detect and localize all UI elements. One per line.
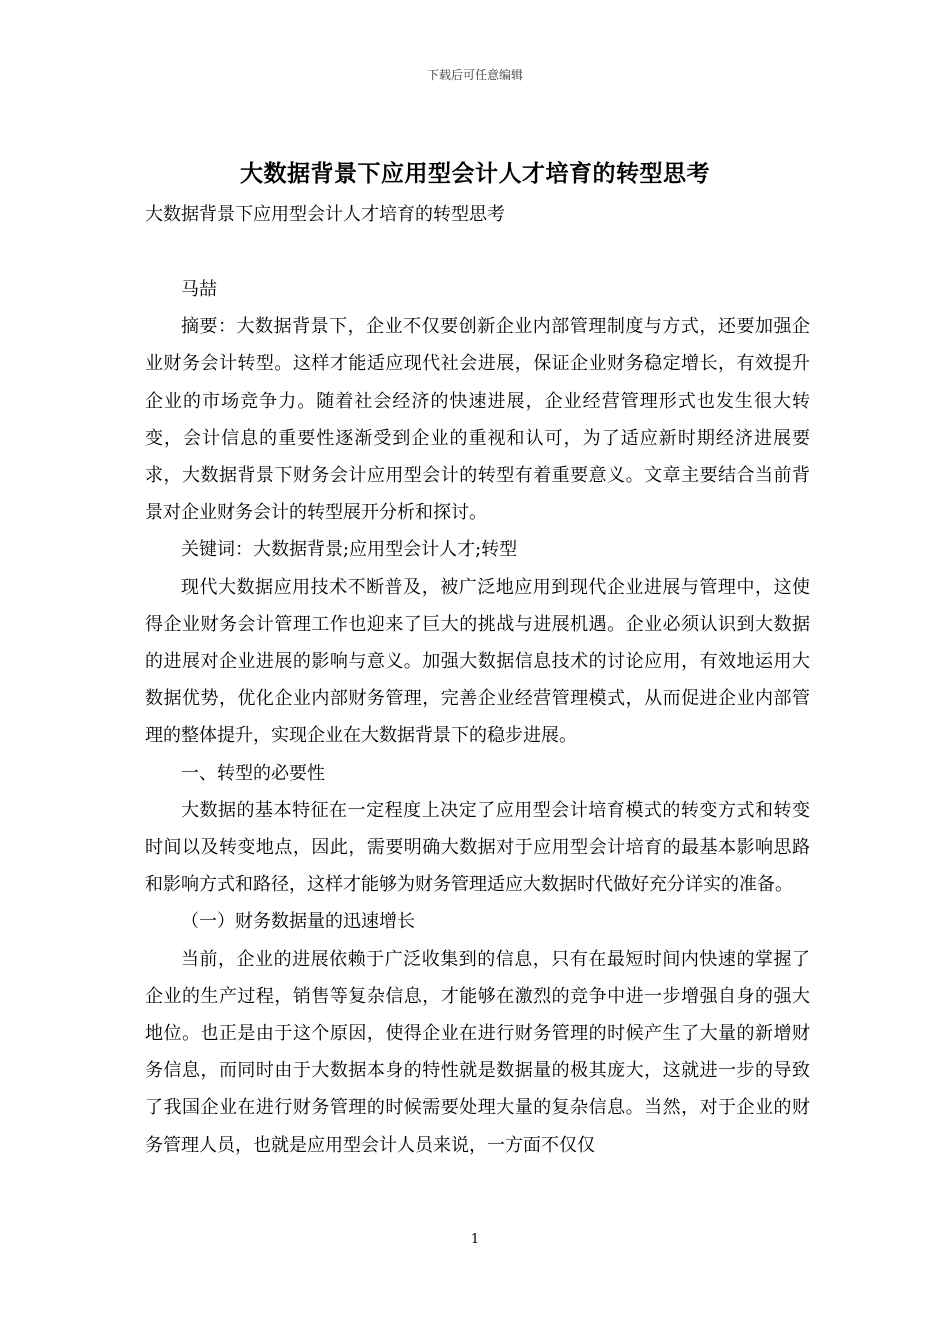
abstract-paragraph: 摘要：大数据背景下，企业不仅要创新企业内部管理制度与方式，还要加强企业财务会计转型。这样才能适应现代社会进展，保证企业财务稳定增长，有效提升企业的市场竞争力。随着社会经济的快速进展，企业经营管理形式也发生很大转变，会计信息的重要性逐渐受到企业的重视和认可，为了适应新时期经济进展要求，大数据背景下财务会计应用型会计的转型有着重要意义。文章主要结合当前背景对企业财务会计的转型展开分析和探讨。 [145, 316, 810, 524]
header-note: 下载后可任意编辑 [426, 68, 523, 82]
body-paragraph: 当前，企业的进展依赖于广泛收集到的信息，只有在最短时间内快速的掌握了企业的生产过程，销售等复杂信息，才能够在激烈的竞争中进一步增强自身的强大地位。也正是由于这个原因，使得企业在进行财务管理的时候产生了大量的新增财务信息，而同时由于大数据本身的特性就是数据量的极其庞大，这就进一步的导致了我国企业在进行财务管理的时候需要处理大量的复杂信息。当然，对于企业的财务管理人员，也就是应用型会计人员来说，一方面不仅仅 [145, 948, 810, 1156]
author-line: 马喆 [181, 279, 217, 300]
document-body [145, 271, 810, 1164]
section-heading: 一、转型的必要性 [181, 762, 325, 784]
subsection-heading: （一）财务数据量的迅速增长 [181, 911, 415, 933]
body-paragraph: 现代大数据应用技术不断普及，被广泛地应用到现代企业进展与管理中，这使得企业财务会计管理工作也迎来了巨大的挑战与进展机遇。企业必须认识到大数据的进展对企业进展的影响与意义。加强大数据信息技术的讨论应用，有效地运用大数据优势，优化企业内部财务管理，完善企业经营管理模式，从而促进企业内部管理的整体提升，实现企业在大数据背景下的稳步进展。 [145, 576, 810, 747]
document-subtitle: 大数据背景下应用型会计人才培育的转型思考 [145, 204, 505, 225]
body-paragraph: 大数据的基本特征在一定程度上决定了应用型会计培育模式的转变方式和转变时间以及转变地点，因此，需要明确大数据对于应用型会计培育的最基本影响思路和影响方式和路径，这样才能够为财务管理适应大数据时代做好充分详实的准备。 [145, 799, 810, 896]
document-title: 大数据背景下应用型会计人才培育的转型思考 [240, 160, 710, 187]
keywords-paragraph: 关键词：大数据背景;应用型会计人才;转型 [181, 539, 518, 561]
page-number: 1 [470, 1232, 480, 1247]
